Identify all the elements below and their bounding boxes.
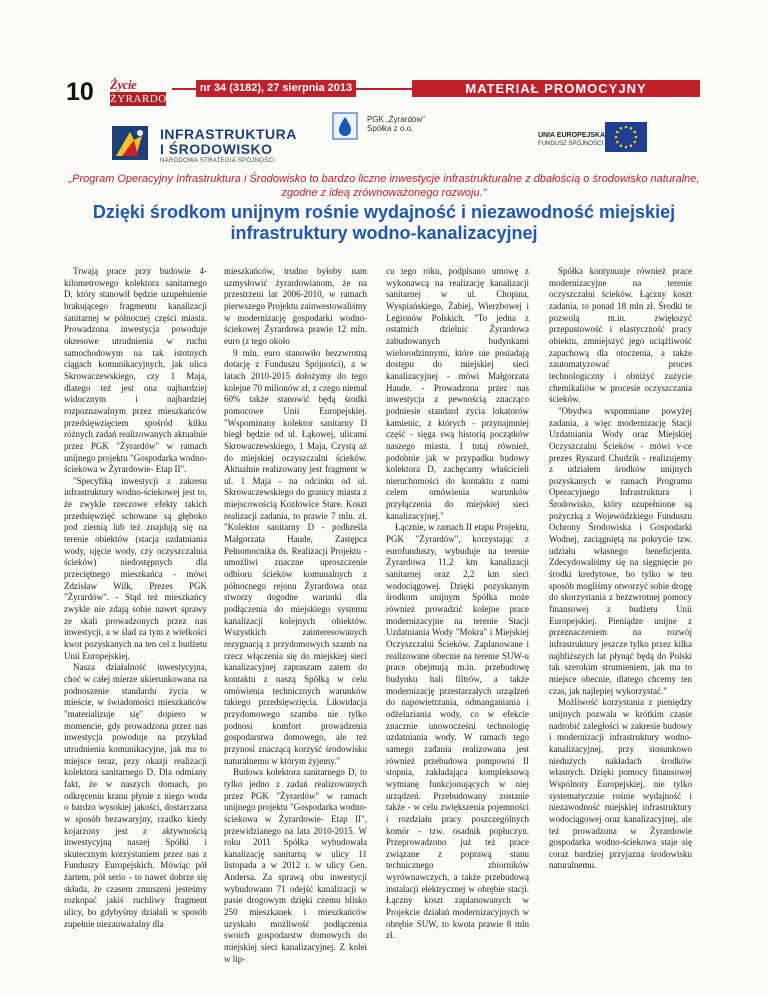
paragraph: Nasza działalność inwestycyjna, choć w całej mierze ukierunkowana na podnoszenie standardu życia w mieście, w świadomości mieszkańców "materializuje się" dopiero w momencie, gdy prowadzona przez nas inwestycja powoduje na przykład utrudnienia komunikacyjne, jak ma to miejsce teraz, przy okazji realizacji kolektora sanitarnego D. Dla odmiany fakt, że w naszych domach, po odkręceniu kranu płynie z niego woda o bardzo wysokiej jakości, dostarczana w sposób bezawaryjny, rzadko kiedy kojarzony jest z aktywnością inwestycyjną naszej Spółki i skutecznym korzystaniem przez nas z Funduszy Europejskich. Mówiąc pół żartem, pół serio - to nawet dobrze się składa, że czasem zmuszeni jesteśmy rozkopać jakiś ruchliwy fragment ulicy, bo gdybyśmy działali w sposób zupełnie niezauważalny dla xyxy=(64,662,207,929)
article-column-3 xyxy=(386,266,529,941)
newspaper-logo-bottom: ŻYRARDOWA xyxy=(110,93,185,105)
paragraph: Budowa kolektora sanitarnego D, to tylko jedno z zadań realizowanych przez PGK "Żyrardów" w ramach unijnego projektu "Gospodarka wodno-ściekowa w Żyrardowie- Etap II", przewidzianego na lata 2010-2015. W roku 2011 Spółka wybudowała kanalizację sanitarną w ulicy 11 listopada a w 2012 r. w ulicy Gen. Andersa. Za sprawą obu inwestycji wybudowano 71 odejść kanalizacji w pasie drogowym dzięki czemu blisko 250 mieszkanek i mieszkańców uzyskało możliwość podłączenia swoich gospodarstw domowych do miejskiej sieci kanalizacyjnej. Z kolei w lip- xyxy=(224,767,367,964)
paragraph: Łącznie, w ramach II etapu Projektu, PGK "Żyrardów", korzystając z eurofunduszy, wybuduje na terenie Żyrardowa 11,2 km kanalizacji sanitarnej oraz 2,2 km sieci wodociągowej. Dzięki pozyskanym środkom unijnym Spółka może również prowadzić kolejne prace modernizacyjne na terenie Stacji Uzdatniania Wody "Mokra" i Miejskiej Oczyszczalni Ścieków. Zaplanowane i realizowane obecnie na terenie SUW-u prace obejmują m.in. przebudowę budynku hali filtrów, a także modernizację przestarzałych urządzeń do napowietrzania, odmanganiania i odżelaziania wody, co w efekcie znacznie unowocześni technologię uzdatniania wody. W ramach tego samego zadania realizowana jest również przebudowa pompowni II stopnia, zakładająca kompleksową wymianę funkcjonujących w niej urządzeń. Przebudowany zostanie także - w celu zwiększenia pojemności i rozdziału pracy poszczególnych komór - tzw. osadnik popłuczyn. Przeprowadzono już też prace związane z poprawą stanu technicznego zbiorników wyrównawczych, a także przebudową instalacji elektrycznej w obrębie stacji. Łączny koszt zaplanowanych w Projekcie działań modernizacyjnych w obrębie SUW, to kwota prawie 8 mln zł. xyxy=(386,522,529,941)
paragraph: "Obydwa wspomniane powyżej zadania, a więc modernizację Stacji Uzdatniania Wody oraz Miejskiej Oczyszczalni Ścieków - mówi v-ce prezes Ryszard Chudzik - realizujemy z udziałem środków unijnych pozyskanych w ramach Programu Operacyjnego Infrastruktura i Środowisko, który uzupełnione są pożyczką z Wojewódzkiego Funduszu Ochrony Środowiska i Gospodarki Wodnej, zaciągniętą na pokrycie tzw. udziału własnego beneficjenta. Zdecydowaliśmy się na sięgnięcie po środki kredytowe, bo tylko w ten sposób mogliśmy otworzyć sobie drogę do skorzystania z bezzwrotnej pomocy finansowej z budżetu Unii Europejskiej. Pieniądze unijne z przeznaczeniem na rozwój infrastruktury jeszcze tylko przez kilka najbliższych lat płynąć będą do Polski tak szerokim strumieniem, jak ma to miejsce obecnie, dlatego chcemy ten czas, jak najlepiej wykorzystać." xyxy=(549,405,692,696)
paragraph: mieszkańców, trudno byłoby nam uzmysłowić żyrardowianom, że na przestrzeni lat 2006-2010, w ramach pierwszego Projektu zainwestowaliśmy w modernizację gospodarki wodno-ściekowej Żyrardowa prawie 12 mln. euro (z tego około xyxy=(224,266,367,346)
header-rule-middle xyxy=(356,88,412,90)
paragraph: Możliwość korzystania z pieniędzy unijnych pozwala w krótkim czasie nadrobić zaległości w zakresie budowy i modernizacji infrastruktury wodno-kanalizacyjnej, przy stosunkowo niedużych nakładach środków własnych. Dzięki pomocy finansowej Wspólnoty Europejskiej, nie tylko systematycznie rośnie wydajność i niezawodność miejskiej infrastruktury wodociągowej oraz kanalizacyjnej, ale też prowadzona w Żyrardowie gospodarka wodno-ściekowa staje się coraz bardziej przyjazna środowisku naturalnemu. xyxy=(549,697,692,871)
infrastruktura-logo-icon xyxy=(112,126,148,160)
is-title-line2: I ŚRODOWISKO xyxy=(160,141,273,157)
article-column-1 xyxy=(64,266,207,929)
section-bar: MATERIAŁ PROMOCYJNY xyxy=(412,80,700,97)
article-column-4 xyxy=(549,266,692,916)
newspaper-logo-top: Życie xyxy=(110,77,137,92)
paragraph: 9 mln. euro stanowiło bezzwrotną dotację z Funduszu Spójności), a w latach 2010-2015 dołożymy do tego kolejne 70 milionów zł, z czego niemal 60% także stanowić będą środki pomocowe Unii Europejskiej. "Wspominany kolektor sanitarny D biegł będzie od ul. Łąkowej, ulicami Skrowaczewskiego, 1 Maja, Czystą aż do miejskiej oczyszczalni ścieków. Aktualnie realizowany jest fragment w ul. 1 Maja - na odcinku od ul. Skrowaczewskiego do granicy miasta z miejscowością Kozłowice Stare. Koszt realizacji zadania, to prawie 7 mln. zł. "Kolektor sanitarny D - podkreśla Małgorzata Haude, Zastępca Pełnomocnika ds. Realizacji Projektu - umożliwi znaczne uproszczenie odbioru ścieków komunalnych z północnego rejonu Żyrardowa oraz stworzy dogodne warunki dla podłączenia do miejskiego systemu kanalizacji kolejnych obiektów. Wszystkich zainteresowanych rezygnacją z przydomowych szamb na rzecz włączenia się do miejskiej sieci kanalizacyjnej zapraszam zatem do kontaktu z naszą Spółką w celu omówienia technicznych warunków takiego przedsięwzięcia. Likwidacja przydomowego szamba nie tylko podnosi komfort prowadzenia gospodarstwa domowego, ale też przynosi znaczącą korzyść środowisku naturalnemu w którym żyjemy." xyxy=(224,347,367,766)
is-title-line1: INFRASTRUKTURA xyxy=(160,126,297,142)
pgk-logo-icon xyxy=(332,112,358,140)
eu-title: UNIA EUROPEJSKA xyxy=(538,132,606,139)
paragraph: Spółka kontynuuje również prace modernizacyjne na terenie oczyszczalni ścieków. Łączny koszt zadania, to ponad 18 mln zł. Środki te pozwolą m.in. zwiększyć przepustowość i elastyczność pracy obiektu, zmniejszyć jego uciążliwość zapachową dla otoczenia, a także zautomatyzować proces technologiczny i obniżyć zużycie chemikaliów w procesie oczyszczania ścieków. xyxy=(549,266,692,405)
article-column-2 xyxy=(224,266,367,964)
paragraph: Trwają prace przy budowie 4-kilometrowego kolektora sanitarnego D, który stanowił będzie uzupełnienie brakującego fragmentu kanalizacji sanitarnej w północnej części miasta. Prowadzona inwestycja powoduje okresowe utrudnienia w ruchu samochodowym na tak istotnych ciągach komunikacyjnych, jak ulica Skrowaczewskiego, czy 1 Maja, dlatego też jest ona najbardziej widocznym i najbardziej rozpoznawalnym przez mieszkańców przedsięwzięciem spośród kilku różnych zadań realizowanych aktualnie przez PGK "Żyrardów" w ramach unijnego projektu "Gospodarka wodno-ściekowa w Żyrardowie- Etap II". xyxy=(64,266,207,475)
pgk-company-type: Spółka z o.o. xyxy=(367,124,414,133)
pgk-name: PGK „Żyrardów" xyxy=(367,115,425,124)
eu-fund: FUNDUSZ SPÓJNOŚCI xyxy=(538,141,604,147)
paragraph: "Specyfiką inwestycji z zakresu infrastruktury wodno-ściekowej jest to, że zwykle rzeczowe efekty takich przedsięwzięć schowane są głęboko pod ziemią lub też znajdują się na terenie obiektów (stacja uzdatniania wody, ujęcie wody, czy oczyszczalnia ścieków) niedostępnych dla przeciętnego mieszkańca - mówi Zdzisław Wilk, Prezes PGK "Żyrardów". - Stąd też mieszkańcy zwykle nie zdają sobie nawet sprawy ze skali prowadzonych przez nas inwestycji, a w ślad za tym z wielkości kwot pozyskanych na ten cel z budżetu Unii Europejskiej. xyxy=(64,475,207,661)
program-quote: „Program Operacyjny Infrastruktura i Środowisko to bardzo liczne inwestycje infrastrukturalne z dbałością o środowisko naturalne, zgodne z ideą zrównoważonego rozwoju." xyxy=(68,173,700,199)
header-rule-left xyxy=(172,88,196,90)
is-subtitle: NARODOWA STRATEGIA SPÓJNOŚCI xyxy=(160,158,276,164)
issue-bar: nr 34 (3182), 27 sierpnia 2013 xyxy=(196,80,356,97)
eu-flag-icon xyxy=(605,122,647,152)
paragraph: cu tego roku, podpisano umowę z wykonawcą na realizację kanalizacji sanitarnej w ul. Chopina, Wyspiańskiego, Żabiej, Wierzbowej i Legionów Polskich. "To jedna z ostatnich dzielnic Żyrardowa zabudowanych budynkami wielorodzinnymi, które nie posiadają dostępu do miejskiej sieci kanalizacyjnej - mówi Małgorzata Haude. - Prowadzona przez nas inwestycja z pewnością znacząco podniesie standard życia lokatorów kamienic, z których - przynajmniej część - sięga swą historią początków naszego miasta. I tutaj również, podobnie jak w przypadku budowy kolektora D, zachęcamy właścicieli nieruchomości do kontaktu z nami celem omówienia warunków przyłączenia do miejskiej sieci kanalizacyjnej." xyxy=(386,266,529,521)
article-headline: Dzięki środkom unijnym rośnie wydajność i niezawodność miejskiej infrastruktury wodno-kanalizacyjnej xyxy=(92,202,676,243)
page-number: 10 xyxy=(66,78,94,106)
